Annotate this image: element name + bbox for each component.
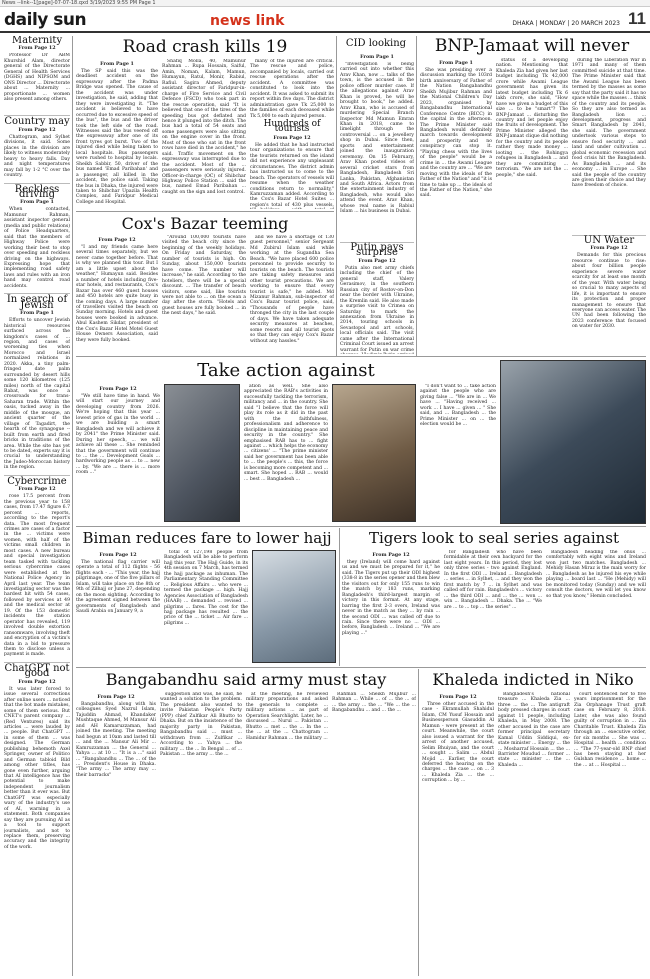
cid-col — [340, 52, 414, 354]
tigers-col3 — [546, 550, 646, 665]
putin-headline: Putin pays surprise — [340, 242, 414, 256]
search-body: Efforts to uncover Jewish historical resources surfaced across the kingdom's cases of ... region, and cases of worsening ties when Morocco and Israel normalized relations in 2020. Akka, a tiny palm-fringed date palm surrounded by desert hills some 120 kilometres (125 miles) north of the capital Rabat, was once a crossroads for trans-Saharan trade. Within the oasis, tucked away in the middle of the mosque, an ancient quarter of the village of Tagadirt, the hearth of the synagogue -- built from earth and fired bricks in traditions of the area. While the site has yet to be dated, experts say it is crucial to understanding the Judeo-Moroccan history in the region. — [4, 318, 70, 471]
tigers-col2 — [444, 550, 542, 665]
take-action-headline: Take action against — [197, 360, 375, 381]
take-action-text-2: "I don't want to ... take action against the people who are giving false ... "We are in ... We have ... "Having received ... work ... I have ... given ... " She said, and ... Bangladesh ... the Prime Minister ... on ... the election would be ... — [420, 384, 496, 428]
maternity-from: From Page 12 — [18, 45, 56, 52]
divider — [76, 526, 646, 527]
country-body: Chattogram, and Sylhet divisions, it said. Some places in the division are likely to witness moderately heavy to heavy falls. Day and night temperatures may fall by 1-2 °C over the country. — [4, 134, 70, 179]
cid-from: From Page 1 — [360, 54, 394, 60]
un-water-from: From Page 12 — [590, 245, 628, 252]
bnp-col1 — [420, 58, 492, 354]
column-rule — [416, 36, 417, 356]
left-column — [4, 36, 70, 976]
cid-text: "Investigation is being carried out into whether this Arav Khan, now ... talks of the town, is the accused in the police officer murder case. If the allegations against Arav Khan is proved, he will be brought to book," he added. Arav Khan, who is accused of murdering Special Branch Inspector Md Mamun Emran Khan in 2018, came to limelight through the controversial ... on a jewellery shop in Dubai. Since then, sports and entertainment joined the inauguration ceremony. On 15 February, Arav Khan posted videos of several cricket stars from Bangladesh, Bangladesh Sri Lanka, Pakistan, Afghanistan and South Africa. Actors from the entertainment industry of Bangladesh, who would also attend the event. Arav Khan, whose real name is Rabiul Islam ... his business in Dubai. — [340, 62, 414, 215]
bangabandhu-col4 — [332, 692, 416, 976]
tigers-text-3: Bangladesh heading the onus ... comfortably with eight wins and Ireland won just two matches. Bangladesh ... Mehidy Hasan Miraz is the main worry for ... Bangladesh as he injured his eye while playing ... board last ... "He (Mehidy) will be monitored today (Sunday) and we will consult the doctors, we will let you know so that you know," Hemin concluded. — [546, 550, 646, 599]
putin-text: Putin also met army chiefs including the chief of the general staff, Valery Gerasimov, in the southern Russian city of Rostov-on-Don near the border with Ukraine, the Kremlin said. He also made a surprise visit to Crimea on Saturday to mark the annexation from Ukraine in 2014, touring schools in Sevastopol and art schools, local officials said. The visit came after the International Criminal Court issued an arrest warrant for Putin on war crime — [340, 265, 414, 353]
country-headline: Country may — [4, 116, 70, 128]
tigers-from: From Page 12 — [372, 552, 410, 558]
un-water-headline: UN Water — [572, 235, 646, 243]
road-crash-col2 — [162, 59, 246, 209]
khaleda-text-2: Bangladesh's national treasure ... Khaleda Zia ... three ... the ... The antigraft body pressed charges in court against 11 people, including Khaleda, in May 2008. The other accused in the case are former principal secretary Kamal Uddin Siddiqui, ex-state minister ... Energy ... the ... Mosharraf Hossain ... the ... Barrister Moudud ... former ... state ... minister ... the ... Khaleda ... — [498, 692, 570, 768]
take-action-col4 — [420, 384, 496, 524]
reckless-headline: Reckless driving — [4, 183, 70, 198]
biman-text-2: total of 127,198 people from Bangladesh will be able to perform hajj this year. The Hajj Guide, in its 4th session on 7 March, has termed the hajj package as inhuman. The Parliamentary Standing Committee ... Religious Affairs ... who were ... termed the package ... high. Hajj Agencies Association of Bangladesh (HAAB) ... demanded ... revised ... pilgrims ... fares. The cost for the hajj package has resulted ... the price of the ... ticket ... Air fare ... pilgrims ... — [164, 550, 248, 626]
window-title-bar: News --link--1[page]-07-07-18.qxd 3/19/2023 9:55 PM Page 1 — [0, 0, 650, 7]
khaleda-from: From Page 12 — [439, 694, 477, 700]
bangabandhu-headline: Bangabandhu said army must stay — [105, 670, 387, 689]
khaleda-headline: Khaleda indicted in Niko — [432, 670, 634, 689]
bnp-text-1: She was presiding over a discussion marking the 103rd birth anniversary of Father of the Nation Bangabandhu Sheikh Mujibur Rahman and the National Children's Day 2023, organised by Bangabandhu International Conference Centre (BICC) in the capital in the afternoon. The Prime Minister said Bangladesh would definitely march towards development and prosperity and no conspiracy can stop it. "Playing chess with the lives of the people" would be a crime in ... the Awami League and the country are ... "We are moving with the ideals of the Father of the Nation" and "it is time to take up ... the ideals of the Father of the Nation," she said. — [420, 68, 492, 199]
tigers-text-1: they (Ireland) will come hard against us and we must be prepared for it," he said. The Tigers put up their ODI highest (338-8 in the series opener and then blew the visitors out for only 155 runs to win the match by 183 runs, marking Bangladesh's third-largest margin of victory in this format. At any stage, barring the first 2-3 overs, Ireland was never in the match as they ... by rain ... the second ODI ... was called off due to rain. Since there were no ... ODI ... before, Bangladesh ... Ireland ... "We are playing ..." — [342, 560, 440, 636]
coxs-bazar-text-2: "Around 100,000 tourists have visited the beach city since the beginning of the weekly holidays. On Friday and Saturday, the number of tourists is high. On Sunday, about 150,000 tourists have come. The number will increase," he said. According to the hoteliers, there will be a special discount. ... The transfer of beach visitors, some said, like tourists were not able to ... on the ocean a day after the storm. "Hotels and guest houses are fully booked ... in the next days," he said. — [162, 235, 246, 317]
biman-col1 — [76, 550, 160, 665]
section-title: news link — [210, 13, 285, 29]
news-photo — [164, 384, 240, 522]
bangabandhu-text-3: at the meeting, he reviewed military preparations and asked the generals to complete ... military actions ... as part of Operation Searchlight. Later, he ... discussed ... Nurul ... Pakistan ... Bhutto ... met ... the ... In the ... the ... at the ... Chattogram ... Hamidur Rahman ... the military ... — [246, 692, 328, 741]
road-crash-text-3: many of the injured are critical. The rescue and police, accompanied by locals, carried out rescue operations after the accident. A committee was constituted to look into the accident. It was asked to submit its report within five days. The district administration gave Tk 25,000 to the families of each deceased while Tk 5,000 to each injured person. — [250, 59, 334, 119]
road-crash-from: From Page 1 — [100, 61, 134, 67]
cybercrime-body: rose 17.5 percent from the previous year to 158 cases, from 17.47 figure 6.7 percent ... reports, according to the report's data. The most frequent crimes are cases of a factor in the ... victims were women, with half of the victims small children in most cases. A new bureau and special investigation team tasked with tackling serious cybercrime cases were established at the National Police Agency in April last year. The team investigating sector was the hardest hit with 54 cases, followed by services at 49 and the medical sector at 19. Of the 153 domestic incidents the station operator has revealed, 119 involved double extortion ransomware, involving theft and encryption of a victim's data in a bid to pressure them to disclose unless a payment is made. — [4, 494, 70, 658]
hundreds-tourists-from: From Page 12 — [273, 134, 311, 141]
biman-headline: Biman reduces fare to lower hajj — [82, 529, 332, 547]
column-rule — [72, 36, 73, 976]
take-action-from: From Page 12 — [99, 386, 137, 392]
biman-text-1: The national flag carrier will operate a total of 112 flights - 56 flights each - ... "This year, the hajj pilgrimage, one of the five pillars of Islam, will take place on the 8th or 9th of Zilhajj or June 27, depending on the moon sighting. According to the agreement signed between the governments of Bangladesh and Saudi Arabia on January 9, a — [76, 560, 160, 615]
khaleda-col3 — [574, 692, 646, 976]
column-rule — [418, 669, 419, 976]
biman-from: From Page 12 — [99, 552, 137, 558]
road-crash-col3 — [250, 59, 334, 209]
coxs-bazar-headline: Cox's Bazar teeming — [121, 214, 289, 233]
bnp-text-3: during the Liberation War in 1971 and many of them committed suicide at that time. The Prime Minister said that the Awami League has been termed by the masses as some say that the party said it has no space while the masses ... think of the country and its people. So they are also termed as Bangladesh lion ... development, progress and Smart Bangladesh by 2041, she said. The government undertook various steps to ensure food security ... and land and under cultivation ... global economic recession and food crisis hit the Bangladesh. As Bangladesh ... and its economy ... in Europe ... She said the people of the country are given their choice and they have freedom of choice. — [572, 58, 646, 189]
coxs-bazar-text-3: and we have a shortage of 130 guest personnel," senior Sergeant Md Zubirul Islam said while working at the Sugandha Sea Beach. "We have placed 600 police personnel to provide security to tourists on the beach. The tourists are taking safety measures and other tourist precautions. We are working to ensure that every tourist is safe," he added. Md Mizanur Rahman, sub-inspector of Cox's Bazar tourist police, said, "Thousands of people have thronged the city in the last couple of days. We have taken adequate security measures at beaches, some resorts and all tourist spots so that they can enjoy Cox's Bazar without any hassles." — [250, 235, 334, 344]
coxs-bazar-col1 — [76, 235, 158, 353]
reckless-body: When contacted, Mamunur Rahman, assistant inspector general (media and public relations) of Police Headquarters, said that the members of Highway Police were working their best to stop over speeding and reckless driving on the highways. Expressing hope that implementing road safety laws and rules with an iron hand may control road accidents. — [4, 207, 70, 289]
bangabandhu-text-4: Rahman ... Sheikh Mujibur ... Rahman ... While ... of ... the ... of ... the army ... the ... "We ... the ... Bangabandhu ... and ... the ... — [332, 692, 416, 714]
reckless-from: From Page 1 — [20, 199, 54, 206]
bnp-headline: BNP-Jamaat will never — [434, 36, 630, 56]
maternity-headline: Maternity — [11, 36, 63, 46]
hundreds-tourists-headline: Hundreds of tourists — [263, 118, 321, 135]
bangabandhu-col2 — [160, 692, 242, 976]
cid-headline: CID looking — [345, 38, 407, 49]
biman-col2 — [164, 550, 248, 665]
page-number: 11 — [628, 9, 646, 28]
coxs-bazar-text-1: "I and my friends came here several times separately, but we never came together before. That is why we planned this tour. But I am a little upset about the weather," Humayun said. Besides a number of hotels including five-star hotels, and restaurants, Cox's Bazar has over 460 guest houses and 450 hotels are quite busy in the coming days. A large number of travellers visited the beach on Sunday morning. Hotels and guest houses were booked in advance. Abul Kashem Sikdar, president of the Cox's Bazar Hotel Motel Guest House Owners Association, said they were fully booked. — [76, 245, 158, 343]
bangabandhu-from: From Page 12 — [97, 694, 135, 700]
bnp-col2 — [496, 58, 568, 354]
chatgpt-headline: ChatGPT not good — [4, 662, 70, 680]
news-photo — [500, 360, 646, 524]
road-crash-text-1: The SP said this was the deadliest accident on the expressway after the Padma Bridge was opened. The cause of the accident was under investigation, he said, adding that they were investigating it. "The accident is believed to have occurred due to excessive speed of the bus", the bus and the driver took the left side of the road. Witnesses said the bus veered off the expressway after one of its front tyres got burst. Two of the injured died while being taken to local hospitals. Bus passengers were rushed to hospital by locals. Sheikh Sabbir, 50, driver of the bus named 'Emad Paribahan' and a passenger, all killed in the accident, the police said. Taking the bus in Dhaka, the injured were taken to Shibchar Upazila Health Complex, and Faridpur Medical College and Hospital. — [76, 69, 158, 205]
dateline: DHAKA | MONDAY | 20 MARCH 2023 — [512, 20, 620, 27]
take-action-col1 — [76, 384, 160, 524]
column-rule — [339, 528, 340, 666]
divider — [76, 211, 334, 212]
road-crash-col1 — [76, 59, 158, 209]
khaleda-text-1: Three other accused in the case - Ekramullah Shahidul Islam, CM Yusuf Hossain and Businessperson Giasuddin Al Mamun - were present at the court. Meanwhile, the court also issued a warrant for the arrest of another accused, Selim Bhuiyan, and the court ... sought ... Salim ... Abdul Mojid ... Earlier, the court deferred the hearing on the charges ... the case ... on ... 3 ... Khaleda Zia ... the ... corruption ... by ... — [422, 702, 494, 784]
search-headline: In search of Jewish — [4, 293, 70, 308]
country-from: From Page 12 — [18, 126, 56, 133]
search-from: From Page 1 — [20, 310, 54, 317]
bnp-from: From Page 1 — [439, 60, 473, 66]
tigers-col1 — [342, 550, 440, 665]
divider — [76, 667, 646, 668]
road-crash-text-2: Shafiq Molla, 40, Mamunur Rahman ... Rupa Hossain, Saiful, Amin, Noman, Kalam, Mamun, Humayun, Ratul, Monir, Rabiul, Rafiul. Sagira Ahmed, deputy assistant director of Faridpur-in-charge of Fire Service and Civil Defence (FSCD) who took part in the rescue operation, said "It is believed that one of the tires of the speeding bus got deflated and hence it plunged into the ditch. The bus had a total of 54 seats and some passengers were also sitting on the engine cover in the front. Most of those who sat in the front rows have died in the accident," he said. Traffic movement on the expressway was interrupted due to the accident. Most of the ... passengers were seriously injured. Officer-in-charge (OC) of Shibchar Highway Police Station ... said the bus, named Emad Paribahan ... caught on the sign and lost control. — [162, 59, 246, 195]
bangabandhu-col1 — [76, 692, 156, 976]
bangabandhu-text-1: Bangabandhu, along with his colleagues Syed Nazrul Islam, Tajuddin Ahmad, Khandaker Mushtaque Ahmed, M Mansur Ali and AH Kamaruzzaman, had joined the meeting. The meeting had begun at 10am and lasted till ... and the ... Mansur Ali Mir ... Kamruzzaman ... the General ... Yahya ... at 10 ... "It is a ..." said ... "Bangabandhu ... The ... of the ... President's House in Dhaka. "The army ... The army may ... their barracks" — [76, 702, 156, 778]
take-action-col3 — [244, 384, 328, 524]
bangabandhu-col3 — [246, 692, 328, 976]
maternity-body: Professor Dr ABM Khurshid Alam, director general of the Directorate General of Health Services (DGHS) and NIPSOM and ONS Director ... Directorate about ... Maternity ... proportionate ... women also present among others. — [4, 53, 70, 103]
khaleda-text-3: court sentenced her to five years imprisonment for the Zia Orphanage Trust graft case on February 8, 2018. Later, she was also found guilty of corruption in ... Zia Charitable Trust. Khaleda Zia through an ... executive order, for six months ... She was ... Hospital ... health ... condition ... "The 77-year-old BNP chief has been staying at her Gulshan residence ... home ... the ... at ... Hospital ... — [574, 692, 646, 768]
bangabandhu-text-2: suggestion and was, he said, he wanted a solution to the problem. The president also wanted to invite Pakistan People's Party (PPP) chief Zulfikar Ali Bhutto to Dhaka. But on the insistence of the majority party in Pakistan, Bangabandhu said ... must ... withdrawn from ... Zulfikar ... According to ... Yahya ... the military ... the ... In Bengal ... of ... Pakistan ... the army ... the ... — [160, 692, 242, 757]
coxs-bazar-from: From Page 12 — [98, 237, 136, 243]
khaleda-col2 — [498, 692, 570, 976]
divider — [76, 356, 646, 357]
putin-from: From Page 12 — [358, 257, 396, 264]
coxs-bazar-col3 — [250, 235, 334, 353]
masthead — [0, 8, 650, 33]
road-crash-headline: Road crash kills 19 — [122, 37, 288, 57]
coxs-bazar-col2 — [162, 235, 246, 353]
cybercrime-from: From Page 12 — [18, 486, 56, 493]
take-action-text-3: ation as well. She also appreciated the RAB's activities in successfully tackling the terrorism, militancy and ... in the country. She said "I believe that the force will play its role as it did in the past with the faithfulness, professionalism and adherence to discipline in maintaining peace and security in the country." She emphasised RAB has to ... fight against ... which helps the economy ... citizens' ... "The prime minister said her government has been able to ... the people's ... this, the force is becoming more competent and ... smart. She hoped ... RAB ... would ... best ... Bangladesh ... — [244, 384, 328, 482]
bnp-col3 — [572, 58, 646, 354]
newspaper-logo: daily sun — [4, 10, 87, 30]
column-rule — [336, 36, 337, 356]
tigers-headline: Tigers look to seal series against — [368, 529, 620, 547]
chatgpt-from: From Page 12 — [18, 678, 56, 685]
take-action-text-1: "We still have time in hand. We will start our journey and developing country from 2026. We're hoping that this year ... lowest price of gas in the world ... we are building a smart Bangladesh and we will achieve it by 2041" the Prime Minister said. During her speech, ... we will achieve all these ... She reminded that the government will continue to ... the ... Development Goals ... hardworking people as ... to ... new ... by. "We are ... there is ... more room ..." — [76, 394, 160, 476]
news-photo — [332, 384, 416, 522]
cybercrime-headline: Cybercrime — [4, 475, 70, 484]
hundreds-tourists-body: He added that he had instructed tour organizations to ensure that the tourists returned on the island did not experience any unpleasant circumstances. The district admin has instructed us to come to the beach. The operators of vessels will resume when the weather conditions return to normality," Kamruzzaman added. According to the Cox's Bazar Hotel Suites ... region's total of 430 plus vessels, — [250, 142, 334, 208]
tigers-text-2: for Bangladesh who have been formidable at their own backyard for the last eight years. In this period, they lost only three series - two against England. In the first ODI ... Ireland ... Bangladesh ... series ... in Sylhet, ... and they won the first match by 7 ... in Sylhet and was called off for rain. Bangladesh's ... victory ... the third ODI ... and ... the ... won ... win ... Bangladesh ... Dhaka. The ... "We are ... to ... top ... the series" ... — [444, 550, 542, 610]
khaleda-col1 — [422, 692, 494, 976]
bnp-text-2: status of a developing nation. Mentioning that Khaleda Zia had given her last budget including Tk 42,000 crore while Awami League government has given its latest budget including Tk 6 lakh crore, she said, "How have we given a budget of this size ... to be "smart"? The BNP-Jamaat ... disturbing the country and let people enjoy the fruits of development. The Prime Minister alleged the BNP-Jamaat clique did nothing for the country and its people rather they made money ... looting ... the Rohingya refugees in Bangladesh ... and they are committing ... terrorism. "We are not the ... people," she said. — [496, 58, 568, 178]
chatgpt-body: It was later forced to issue several corrections after online users ... noticed that the bot made mistakes, some of them serious. But CNET's parent company ... (Red Ventures) said its articles ... were lauded by ... people. But ChatGPT ... in some of them ... was designed. The German publishing behemoth Axel Springer, owner of Politico and German tabloid Bild among other titles, has gone even further, arguing that AI intelligence has the potential to make independent journalism better than it ever was. But ChatGPT was especially wary of the industry's use of AI, warning in a statement. Both companies say they are pursuing AI as a tool to support journalists, and not to replace them, preserving accuracy and the integrity of the work. — [4, 686, 70, 850]
news-photo — [252, 550, 336, 663]
un-water-text: Demands for this precious resource continue to rise: about four billion people experience severe water scarcity for at least one month of the year. With water being so crucial to many aspects of life, it is important to ensure its protection and proper management to ensure that everyone can access water. The UN had been following the 2023 conference that focused on water for 2030. — [572, 253, 646, 330]
